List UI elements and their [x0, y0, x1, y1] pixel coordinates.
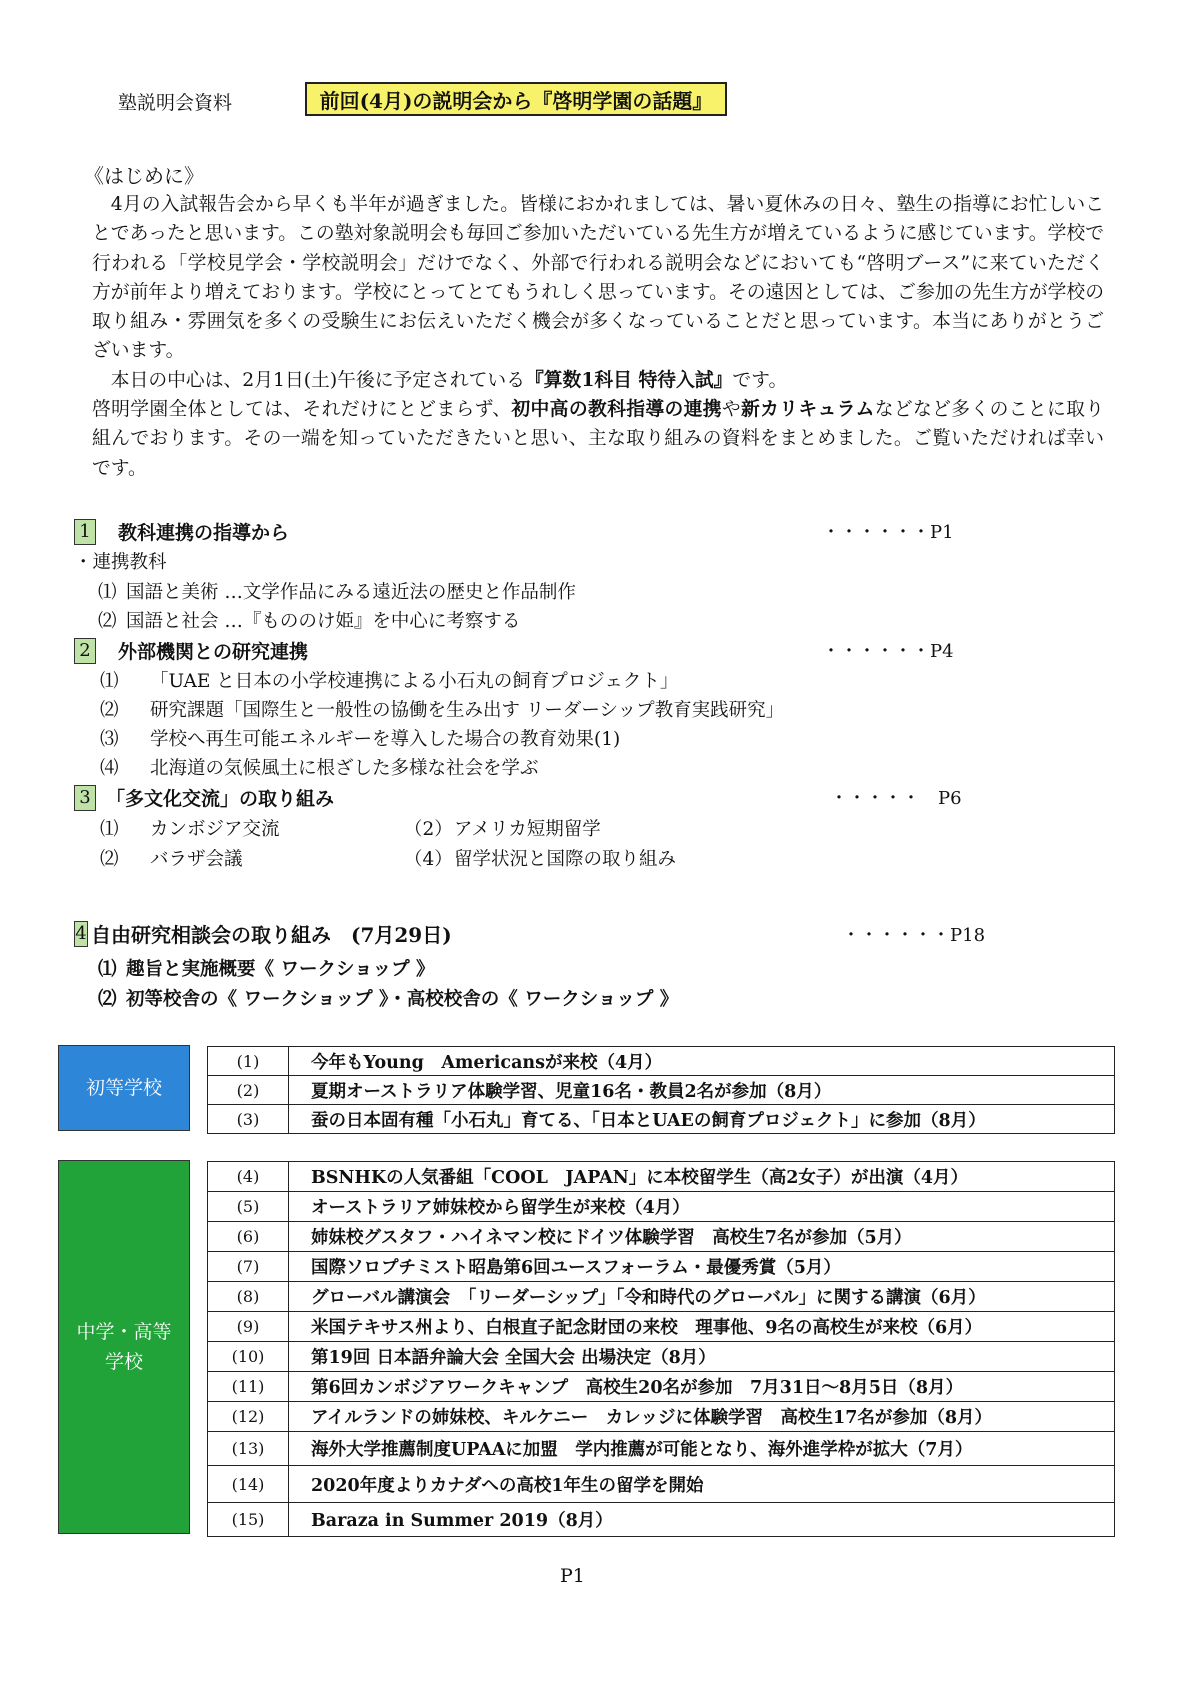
- table-row: [208, 1192, 1115, 1222]
- section-title: 「多文化交流」の取り組み: [106, 788, 335, 810]
- document-title: 前回(4月)の説明会から『啓明学園の話題』: [305, 82, 727, 116]
- group-label-line: 学校: [104, 1351, 143, 1373]
- table-row: [208, 1105, 1115, 1134]
- list-item: ⑴ 趣旨と実施概要《 ワークショップ 》: [98, 959, 435, 980]
- list-item: ⑵ 国語と社会 …『もののけ姫』を中心に考察する: [98, 611, 521, 632]
- list-item: （2）アメリカ短期留学: [404, 819, 601, 840]
- table-row: [208, 1432, 1115, 1466]
- table-row: [208, 1076, 1115, 1105]
- row-index: (3): [208, 1105, 289, 1134]
- elementary-events-table: [207, 1046, 1115, 1134]
- row-index: (11): [208, 1372, 289, 1402]
- page-number: P1: [560, 1565, 585, 1587]
- section-title: 自由研究相談会の取り組み (7月29日): [91, 923, 452, 947]
- row-text: 蚕の日本固有種「小石丸」育てる、「日本とUAEの飼育プロジェクト」に参加（8月）: [289, 1105, 1115, 1134]
- section-page-ref: ・・・・・・P4: [822, 641, 954, 662]
- secondary-events-table: [207, 1161, 1115, 1537]
- list-item: ⑵ 研究課題「国際生と一般性の協働を生み出す リーダーシップ教育実践研究」: [100, 700, 785, 721]
- list-item: ⑷ 北海道の気候風土に根ざした多様な社会を学ぶ: [100, 758, 539, 779]
- section-number: 3: [74, 785, 96, 811]
- row-index: (8): [208, 1282, 289, 1312]
- row-text: BSNHKの人気番組「COOL JAPAN」に本校留学生（高2女子）が出演（4月）: [289, 1162, 1115, 1192]
- group-label-line: 中学・高等: [76, 1321, 172, 1343]
- list-item: ⑴ カンボジア交流: [100, 819, 280, 840]
- section-heading: [74, 637, 308, 664]
- list-item: ⑵ バラザ会議: [100, 849, 243, 870]
- table-row: [208, 1503, 1115, 1537]
- row-index: (5): [208, 1192, 289, 1222]
- section-heading: [74, 919, 452, 948]
- list-item: （4）留学状況と国際の取り組み: [404, 849, 677, 870]
- group-label-secondary: [58, 1160, 190, 1534]
- section-title: 外部機関との研究連携: [118, 641, 309, 663]
- table-row: [208, 1466, 1115, 1503]
- row-text: 2020年度よりカナダへの高校1年生の留学を開始: [289, 1466, 1115, 1503]
- table-row: [208, 1402, 1115, 1432]
- row-text: アイルランドの姉妹校、キルケニー カレッジに体験学習 高校生17名が参加（8月）: [289, 1402, 1115, 1432]
- row-index: (13): [208, 1432, 289, 1466]
- row-text: 姉妹校グスタフ・ハイネマン校にドイツ体験学習 高校生7名が参加（5月）: [289, 1222, 1115, 1252]
- intro-paragraph-2: 本日の中心は、2月1日(土)午後に予定されている『算数1科目 特待入試』です。: [110, 368, 788, 391]
- table-row: [208, 1312, 1115, 1342]
- row-index: (6): [208, 1222, 289, 1252]
- row-index: (7): [208, 1252, 289, 1282]
- row-index: (15): [208, 1503, 289, 1537]
- section-page-ref: ・・・・・・P18: [842, 925, 986, 946]
- table-row: [208, 1252, 1115, 1282]
- intro-heading: 《はじめに》: [84, 164, 204, 188]
- row-text: Baraza in Summer 2019（8月）: [289, 1503, 1115, 1537]
- row-text: グローバル講演会 「リーダーシップ」「令和時代のグローバル」に関する講演（6月）: [289, 1282, 1115, 1312]
- list-item: ⑶ 学校へ再生可能エネルギーを導入した場合の教育効果(1): [100, 729, 621, 750]
- row-text: 今年もYoung Americansが来校（4月）: [289, 1047, 1115, 1076]
- section-page-ref: ・・・・・ P6: [830, 788, 962, 809]
- row-text: 海外大学推薦制度UPAAに加盟 学内推薦が可能となり、海外進学枠が拡大（7月）: [289, 1432, 1115, 1466]
- intro-paragraph-1: 4月の入試報告会から早くも半年が過ぎました。皆様におかれましては、暑い夏休みの日々、塾生の指導にお忙しいことであったと思います。この塾対象説明会も毎回ご参加いただいている先生方が増えているように感じています。学校で行われる「学校見学会・学校説明会」だけでなく、外部で行われる説明会などにおいても“啓明ブース”に来ていただく方が前年より増えております。学校にとってとてもうれしく思っています。その遠因としては、ご参加の先生方が学校の取り組み・雰囲気を多くの受験生にお伝えいただく機会が多くなっていることだと思っています。本当にありがとうございます。: [92, 194, 1104, 362]
- section-title: 教科連携の指導から: [118, 522, 290, 544]
- table-row: [208, 1222, 1115, 1252]
- list-item: ⑵ 初等校舎の《 ワークショップ 》・高校校舎の《 ワークショップ 》: [98, 989, 679, 1010]
- table-row: [208, 1162, 1115, 1192]
- list-item: ⑴ 国語と美術 …文学作品にみる遠近法の歴史と作品制作: [98, 582, 576, 603]
- document-type: 塾説明会資料: [118, 92, 233, 114]
- row-index: (4): [208, 1162, 289, 1192]
- row-text: 第6回カンボジアワークキャンプ 高校生20名が参加 7月31日～8月5日（8月）: [289, 1372, 1115, 1402]
- table-row: [208, 1372, 1115, 1402]
- row-text: 第19回 日本語弁論大会 全国大会 出場決定（8月）: [289, 1342, 1115, 1372]
- row-index: (9): [208, 1312, 289, 1342]
- table-row: [208, 1282, 1115, 1312]
- section-page-ref: ・・・・・・P1: [822, 522, 954, 543]
- section-number: 2: [74, 638, 96, 664]
- section-heading: [74, 784, 334, 811]
- row-index: (14): [208, 1466, 289, 1503]
- table-row: [208, 1342, 1115, 1372]
- section-heading: [74, 518, 289, 545]
- row-index: (10): [208, 1342, 289, 1372]
- row-index: (1): [208, 1047, 289, 1076]
- intro-text: [92, 190, 1104, 483]
- section-number: 1: [74, 519, 96, 545]
- row-text: 米国テキサス州より、白根直子記念財団の来校 理事他、9名の高校生が来校（6月）: [289, 1312, 1115, 1342]
- section-note: ・連携教科: [74, 552, 167, 573]
- row-index: (12): [208, 1402, 289, 1432]
- intro-paragraph-3: 啓明学園全体としては、それだけにとどまらず、初中高の教科指導の連携や新カリキュラムなどなど多くのことに取り組んでおります。その一端を知っていただきたいと思い、主な取り組みの資料をまとめました。ご覧いただければ幸いです。: [92, 398, 1105, 479]
- row-text: 夏期オーストラリア体験学習、児童16名・教員2名が参加（8月）: [289, 1076, 1115, 1105]
- row-index: (2): [208, 1076, 289, 1105]
- row-text: オーストラリア姉妹校から留学生が来校（4月）: [289, 1192, 1115, 1222]
- group-label-elementary: 初等学校: [58, 1045, 190, 1131]
- row-text: 国際ソロプチミスト昭島第6回ユースフォーラム・最優秀賞（5月）: [289, 1252, 1115, 1282]
- list-item: ⑴ 「UAE と日本の小学校連携による小石丸の飼育プロジェクト」: [100, 671, 679, 692]
- table-row: [208, 1047, 1115, 1076]
- section-number: 4: [74, 921, 88, 947]
